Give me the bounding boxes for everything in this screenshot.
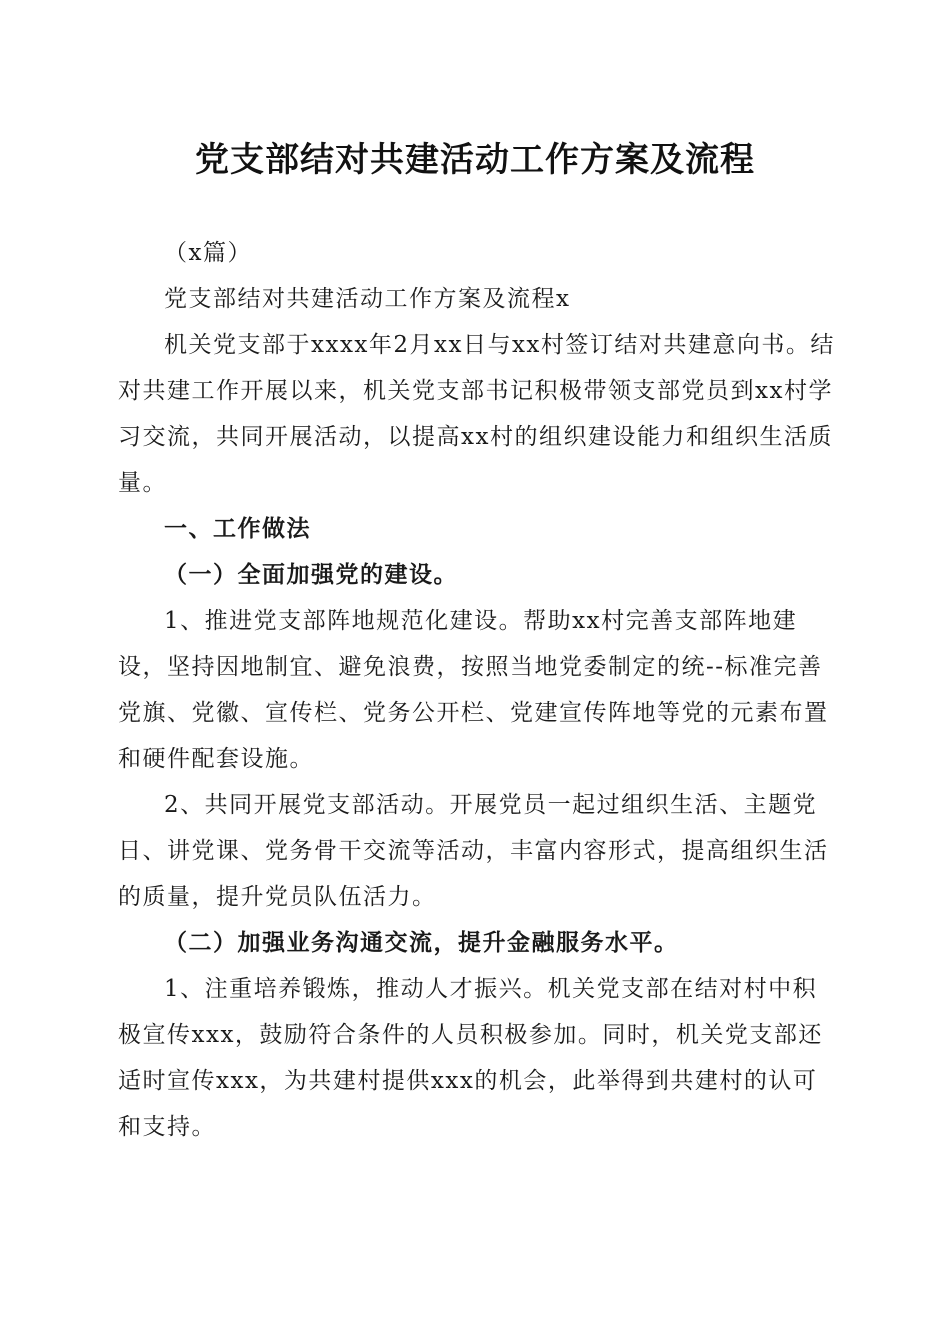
paragraph-item-2-activities: 2、共同开展党支部活动。开展党员一起过组织生活、主题党日、讲党课、党务骨干交流等活动，丰富内容形式，提高组织生活的质量，提升党员队伍活力。 — [118, 792, 829, 910]
paragraph-intro: 机关党支部于xxxx年2月xx日与xx村签订结对共建意向书。结对共建工作开展以来，机关党支部书记积极带领支部党员到xx村学习交流，共同开展活动，以提高xx村的组织建设能力和组织生活质量。 — [118, 332, 835, 496]
paragraph-item-1-standardization: 1、推进党支部阵地规范化建设。帮助xx村完善支部阵地建设，坚持因地制宜、避免浪费，按照当地党委制定的统--标准完善党旗、党徽、宣传栏、党务公开栏、党建宣传阵地等党的元素布置和硬件配套设施。 — [118, 608, 829, 772]
paragraph-doc-name: 党支部结对共建活动工作方案及流程x — [164, 286, 571, 312]
subsection-heading-party-building: （一）全面加强党的建设。 — [164, 561, 458, 588]
document-title: 党支部结对共建活动工作方案及流程 — [195, 140, 755, 180]
document-body — [118, 230, 838, 1150]
paragraph-item-1-talent: 1、注重培养锻炼，推动人才振兴。机关党支部在结对村中积极宣传xxx，鼓励符合条件的人员积极参加。同时，机关党支部还适时宣传xxx，为共建村提供xxx的机会，此举得到共建村的认可和支持。 — [118, 976, 823, 1140]
subsection-heading-business-exchange: （二）加强业务沟通交流，提升金融服务水平。 — [164, 929, 679, 956]
section-heading-work-methods: 一、工作做法 — [164, 515, 311, 542]
paragraph-subtitle: （x篇） — [164, 240, 252, 266]
